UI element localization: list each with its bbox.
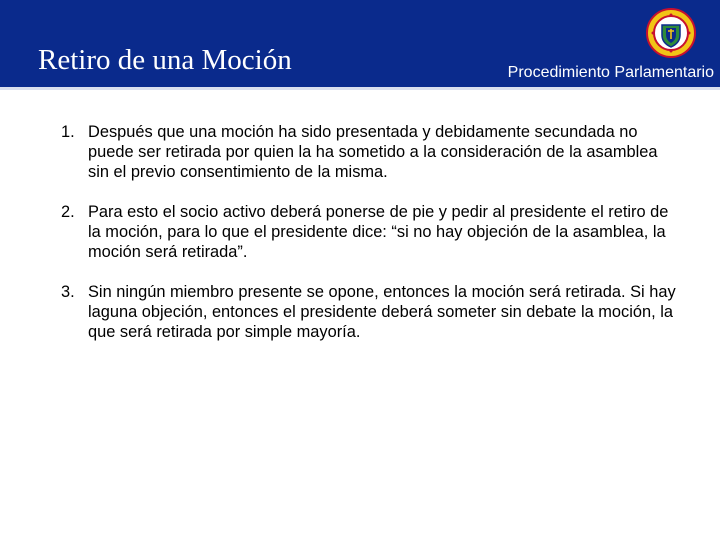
list-item-number: 2.	[61, 203, 75, 221]
list-item	[58, 122, 678, 182]
slide-title: Retiro de una Moción	[38, 44, 292, 76]
list-item	[58, 202, 678, 262]
list-item-text: Para esto el socio activo deberá ponerse de pie y pedir al presidente el retiro de la moción, para lo que el presidente dice: “si no hay objeción de la asamblea, la moción será retirada”.	[88, 203, 669, 261]
numbered-list	[58, 122, 678, 362]
slide-subtitle: Procedimiento Parlamentario	[507, 64, 714, 81]
list-item-text: Después que una moción ha sido presentada y debidamente secundada no puede ser retirada por quien la ha sometido a la consideración de la asamblea sin el previo consentimiento de la misma.	[88, 123, 658, 181]
title-band	[0, 0, 720, 90]
list-item-number: 1.	[61, 123, 75, 141]
club-emblem-icon	[646, 8, 696, 58]
list-item-text: Sin ningún miembro presente se opone, entonces la moción será retirada. Si hay laguna objeción, entonces el presidente deberá someter sin debate la moción, la que será retirada por simple mayoría.	[88, 283, 676, 341]
list-item-number: 3.	[61, 283, 75, 301]
header-divider	[0, 87, 720, 90]
list-item	[58, 282, 678, 342]
